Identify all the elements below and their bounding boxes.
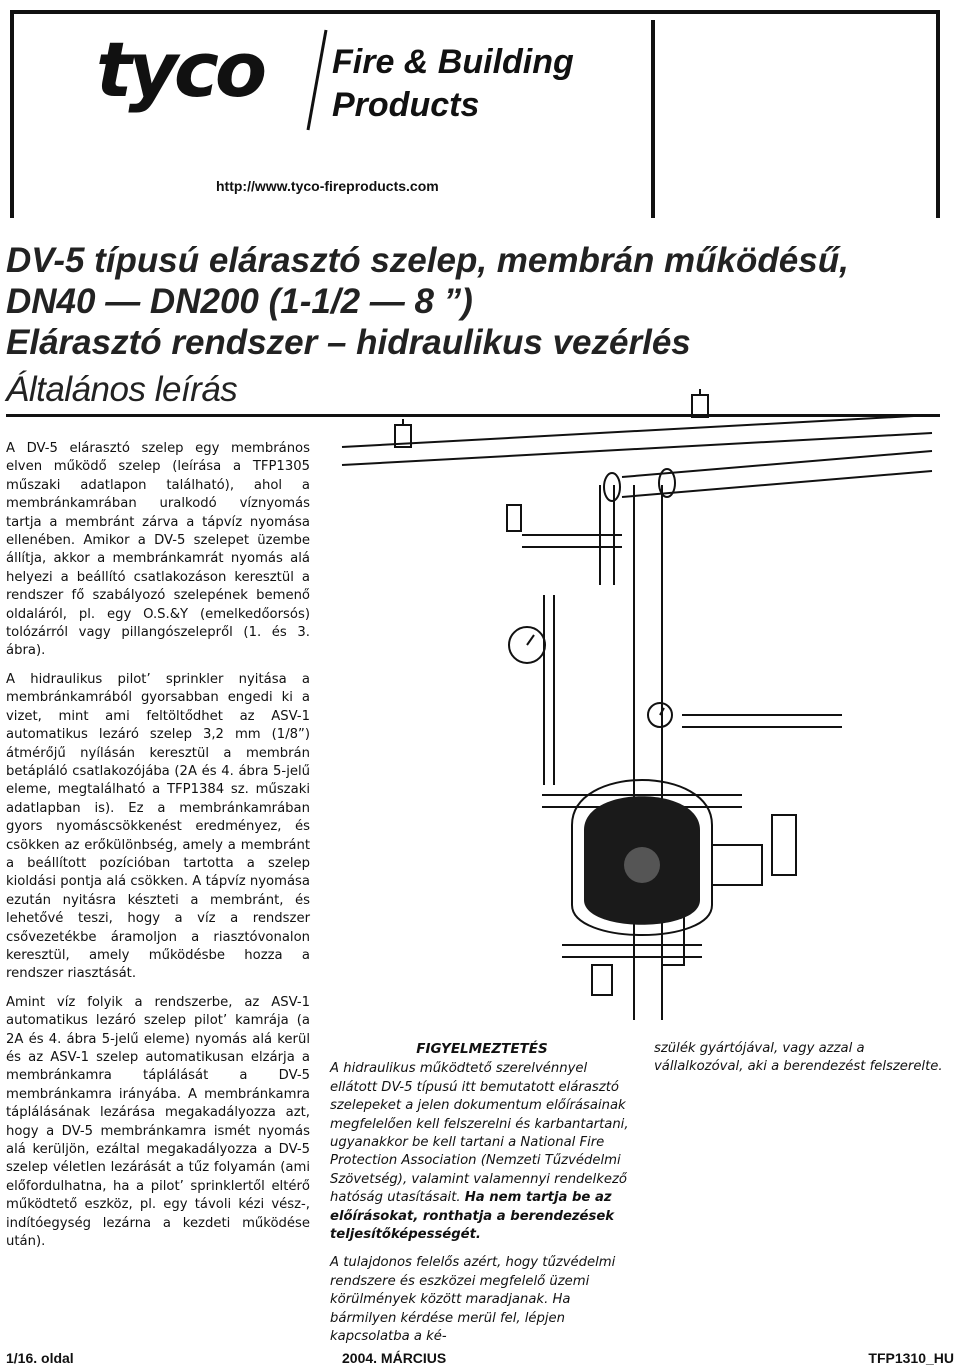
body-paragraph-2: A hidraulikus pilot’ sprinkler nyitása a membránkamrából gyorsabban engedi ki a vizet, mint ami feltöltődhet az ASV-1 automatikus lezáró szelep 3,2 mm (1/8”) átmérőjű nyílásán keresztül a membrán betápláló csatlakozójába (2A és 4. ábra 5-jelű eleme, megtalálható a TFP1384 sz. műszaki adatlapban is). Ez a membránkamrában gyors nyomáscsökkenést eredményez, és csökken az erőkülönbség, amely a membránt a beállított pozícióban tartotta a szelep kioldási pontja alá csökken. A tápvíz nyomása ezután nyitásra készteti a membránt, és lehetővé teszi, hogy a víz a rendszer csővezetékbe áramoljon a riasztóvonalon keresztül, amely működésbe hozza a rendszer riasztását. bbox=[6, 671, 310, 982]
body-paragraph-1: A DV-5 elárasztó szelep egy membrános elven működő szelep (leírása a TFP1305 műszaki adatlapon található), ahol a membránkamrában uralkodó víznyomás tartja a membránt zárva a tápvíz nyomása ellenében. Amikor a DV-5 szelepet üzembe állítja, akkor a membránkamrát nyomás alá helyezi a beállító csatlakozáson keresztül a rendszer fő szabályozó szelepének bemenő oldaláról, pl. egy O.S.&Y (emelkedőorsós) tolózárról vagy pillangószelepről (1. és 3. ábra). bbox=[6, 441, 310, 659]
section-title: Általános leírás bbox=[6, 370, 238, 409]
warning-block bbox=[330, 1040, 634, 1357]
footer-page: 1/16. oldal bbox=[6, 1350, 74, 1366]
footer-date: 2004. MÁRCIUS bbox=[342, 1350, 447, 1366]
valve-assembly-figure bbox=[322, 385, 940, 1020]
body-column bbox=[6, 440, 310, 1261]
footer-doc-id: TFP1310_HU bbox=[868, 1350, 954, 1366]
document-title bbox=[6, 240, 946, 363]
title-line-3: Elárasztó rendszer – hidraulikus vezérlés bbox=[6, 323, 691, 362]
website-url[interactable]: http://www.tyco-fireproducts.com bbox=[216, 178, 439, 194]
sprinkler-head-2 bbox=[692, 389, 708, 417]
logo-sub-line1: Fire & Building bbox=[332, 43, 574, 81]
body-paragraph-3: Amint víz folyik a rendszerbe, az ASV-1 automatikus lezáró szelep pilot’ kamrája (a 2A és 4. ábra 5-jelű eleme) nyomás alá kerül és az ASV-1 szelep automatikusan elzárja a membránkamra táplálását a DV-5 membránkamra irányába. A membránkamra táplálásának lezárása megakadályozza azt, hogy a DV-5 membránkamra ismét nyomás alá kerüljön, ezáltal megakadályozza a DV-5 szelep véletlen lezárását a tűz folyamán (ami előfordulhatna, ha a pilot’ sprinklertől eltérő működtető eszköz, pl. egy távoli kézi vész-, indítóegység lezárna a kezdeti működése után). bbox=[6, 994, 310, 1250]
warning-paragraph-1 bbox=[330, 1060, 634, 1244]
warning-continuation: szülék gyártójával, vagy azzal a vállalkozóval, aki a berendezést felszerelte. bbox=[654, 1041, 943, 1075]
warning-bold-text: Ha nem tartja be az előírásokat, ronthatja a berendezések teljesítőképességét. bbox=[330, 1190, 615, 1243]
header-vertical-bar bbox=[651, 20, 655, 218]
logo-brand: tyco bbox=[96, 25, 264, 114]
warning-paragraph-2: A tulajdonos felelős azért, hogy tűzvédelmi rendszere és eszközei megfelelő üzemi körülmények között maradjanak. Ha bármilyen kérdése merül fel, lépjen kapcsolatba a ké- bbox=[330, 1255, 616, 1345]
header-frame-top bbox=[10, 10, 940, 14]
warning-heading: FIGYELMEZTETÉS bbox=[416, 1041, 548, 1057]
header-frame-right bbox=[936, 10, 940, 218]
title-line-2: DN40 — DN200 (1-1/2 — 8 ”) bbox=[6, 282, 473, 321]
warning-text: A hidraulikus működtető szerelvénnyel ellátott DV-5 típusú itt bemutatott elárasztó szelepeket a jelen dokumentum előírásainak megfelelően kell felszerelni és karbantartani, ugyanakkor be kell tartani a National Fire Protection Association (Nemzeti Tűzvédelmi Szövetség), valamint valamennyi rendelkező hatóság utasításait. bbox=[330, 1061, 629, 1206]
logo-sub-line2: Products bbox=[332, 86, 480, 124]
tyco-logo bbox=[96, 18, 576, 138]
header-frame-left bbox=[10, 10, 14, 218]
title-line-1: DV-5 típusú elárasztó szelep, membrán működésű, bbox=[6, 241, 849, 280]
